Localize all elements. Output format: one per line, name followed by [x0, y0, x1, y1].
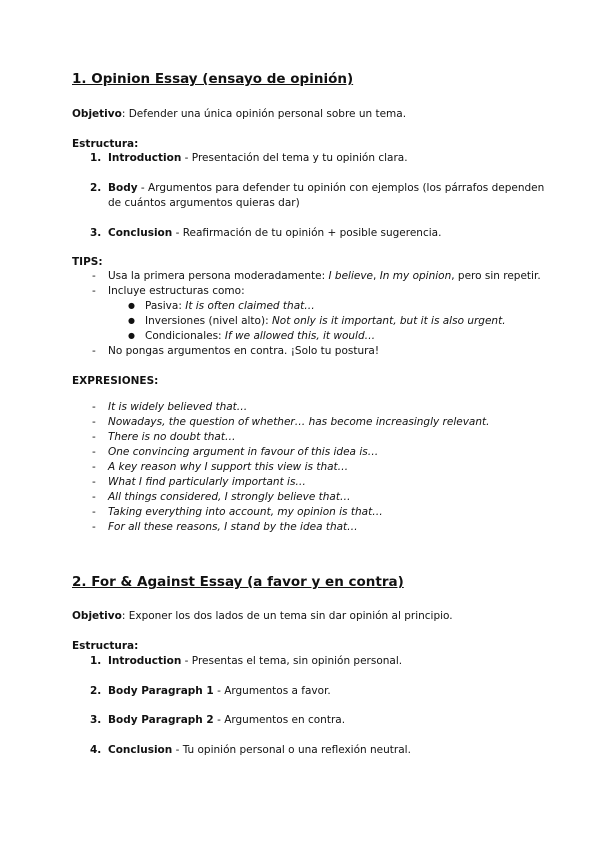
expression-item: One convincing argument in favour of this idea is… — [108, 446, 379, 458]
dash-marker: - — [92, 431, 96, 443]
structure-text: - Argumentos en contra. — [213, 714, 346, 726]
structure-text: - Argumentos para defender tu opinión con ejemplos (los párrafos dependen — [137, 182, 545, 194]
tips-label: TIPS: — [72, 256, 103, 268]
dash-marker: - — [92, 446, 96, 458]
dash-marker: - — [92, 506, 96, 518]
tip-text: , — [373, 270, 380, 282]
tip-example: If we allowed this, it would… — [224, 330, 376, 342]
structure-text: - Presentación del tema y tu opinión clara. — [181, 152, 408, 164]
objective-text: : Exponer los dos lados de un tema sin dar opinión al principio. — [121, 610, 453, 622]
structure-item — [108, 714, 345, 726]
structure-item — [108, 227, 441, 239]
structure-num: 2. — [90, 182, 102, 194]
section2-objective — [72, 610, 453, 622]
tip-example: It is often claimed that… — [185, 300, 315, 312]
structure-term: Conclusion — [108, 227, 173, 239]
structure-num: 4. — [90, 744, 102, 756]
dash-marker: - — [92, 416, 96, 428]
tip-example: I believe — [328, 270, 374, 282]
expression-item: Taking everything into account, my opinion is that… — [108, 506, 383, 518]
structure-term: Body Paragraph 2 — [108, 714, 214, 726]
structure-term: Conclusion — [108, 744, 173, 756]
structure-item — [108, 744, 411, 756]
tip-text: Inversiones (nivel alto): — [145, 315, 272, 327]
expression-item: All things considered, I strongly believe that… — [108, 491, 351, 503]
tip-item: No pongas argumentos en contra. ¡Solo tu postura! — [108, 345, 380, 357]
tip-example: Not only is it important, but it is also urgent. — [271, 315, 506, 327]
expression-item: A key reason why I support this view is that… — [108, 461, 349, 473]
expression-item: It is widely believed that… — [108, 401, 248, 413]
bullet-marker: ● — [128, 316, 135, 325]
dash-marker: - — [92, 491, 96, 503]
tip-subitem — [145, 330, 375, 342]
structure-label: Estructura: — [72, 138, 139, 150]
dash-marker: - — [92, 476, 96, 488]
objective-label: Objetivo — [72, 108, 122, 120]
expression-item: For all these reasons, I stand by the idea that… — [108, 521, 358, 533]
dash-marker: - — [92, 521, 96, 533]
structure-num: 3. — [90, 227, 102, 239]
objective-label: Objetivo — [72, 610, 122, 622]
tip-item — [108, 270, 541, 282]
structure-item — [108, 685, 331, 697]
dash-marker: - — [92, 461, 96, 473]
structure-term: Body Paragraph 1 — [108, 685, 214, 697]
tip-text: Pasiva: — [145, 300, 186, 312]
section1-title: 1. Opinion Essay (ensayo de opinión) — [72, 71, 354, 87]
structure-item — [108, 655, 402, 667]
structure-label: Estructura: — [72, 640, 139, 652]
tip-example: In my opinion — [379, 270, 452, 282]
structure-text: - Reafirmación de tu opinión + posible sugerencia. — [172, 227, 442, 239]
expression-item: What I find particularly important is… — [108, 476, 306, 488]
structure-item — [108, 152, 408, 164]
tip-subitem — [145, 300, 315, 312]
expression-item: There is no doubt that… — [108, 431, 236, 443]
structure-num: 1. — [90, 655, 102, 667]
structure-term: Introduction — [108, 655, 182, 667]
structure-text: - Presentas el tema, sin opinión personal. — [181, 655, 403, 667]
structure-num: 1. — [90, 152, 102, 164]
expression-item: Nowadays, the question of whether… has become increasingly relevant. — [108, 416, 490, 428]
bullet-marker: ● — [128, 331, 135, 340]
structure-num: 3. — [90, 714, 102, 726]
tip-text: Usa la primera persona moderadamente: — [108, 270, 329, 282]
structure-term: Introduction — [108, 152, 182, 164]
tip-text: Condicionales: — [145, 330, 225, 342]
tip-text: , pero sin repetir. — [451, 270, 541, 282]
section1-objective — [72, 108, 406, 120]
dash-marker: - — [92, 285, 96, 297]
structure-term: Body — [108, 182, 138, 194]
dash-marker: - — [92, 401, 96, 413]
structure-text-continued: de cuántos argumentos quieras dar) — [108, 197, 300, 209]
tip-item: Incluye estructuras como: — [108, 285, 245, 297]
bullet-marker: ● — [128, 301, 135, 310]
expressions-label: EXPRESIONES: — [72, 375, 159, 387]
dash-marker: - — [92, 345, 96, 357]
structure-num: 2. — [90, 685, 102, 697]
structure-text: - Tu opinión personal o una reflexión neutral. — [172, 744, 411, 756]
tip-subitem — [145, 315, 506, 327]
section2-title: 2. For & Against Essay (a favor y en contra) — [72, 574, 404, 590]
objective-text: : Defender una única opinión personal sobre un tema. — [121, 108, 407, 120]
structure-text: - Argumentos a favor. — [213, 685, 331, 697]
dash-marker: - — [92, 270, 96, 282]
structure-item — [108, 182, 544, 194]
